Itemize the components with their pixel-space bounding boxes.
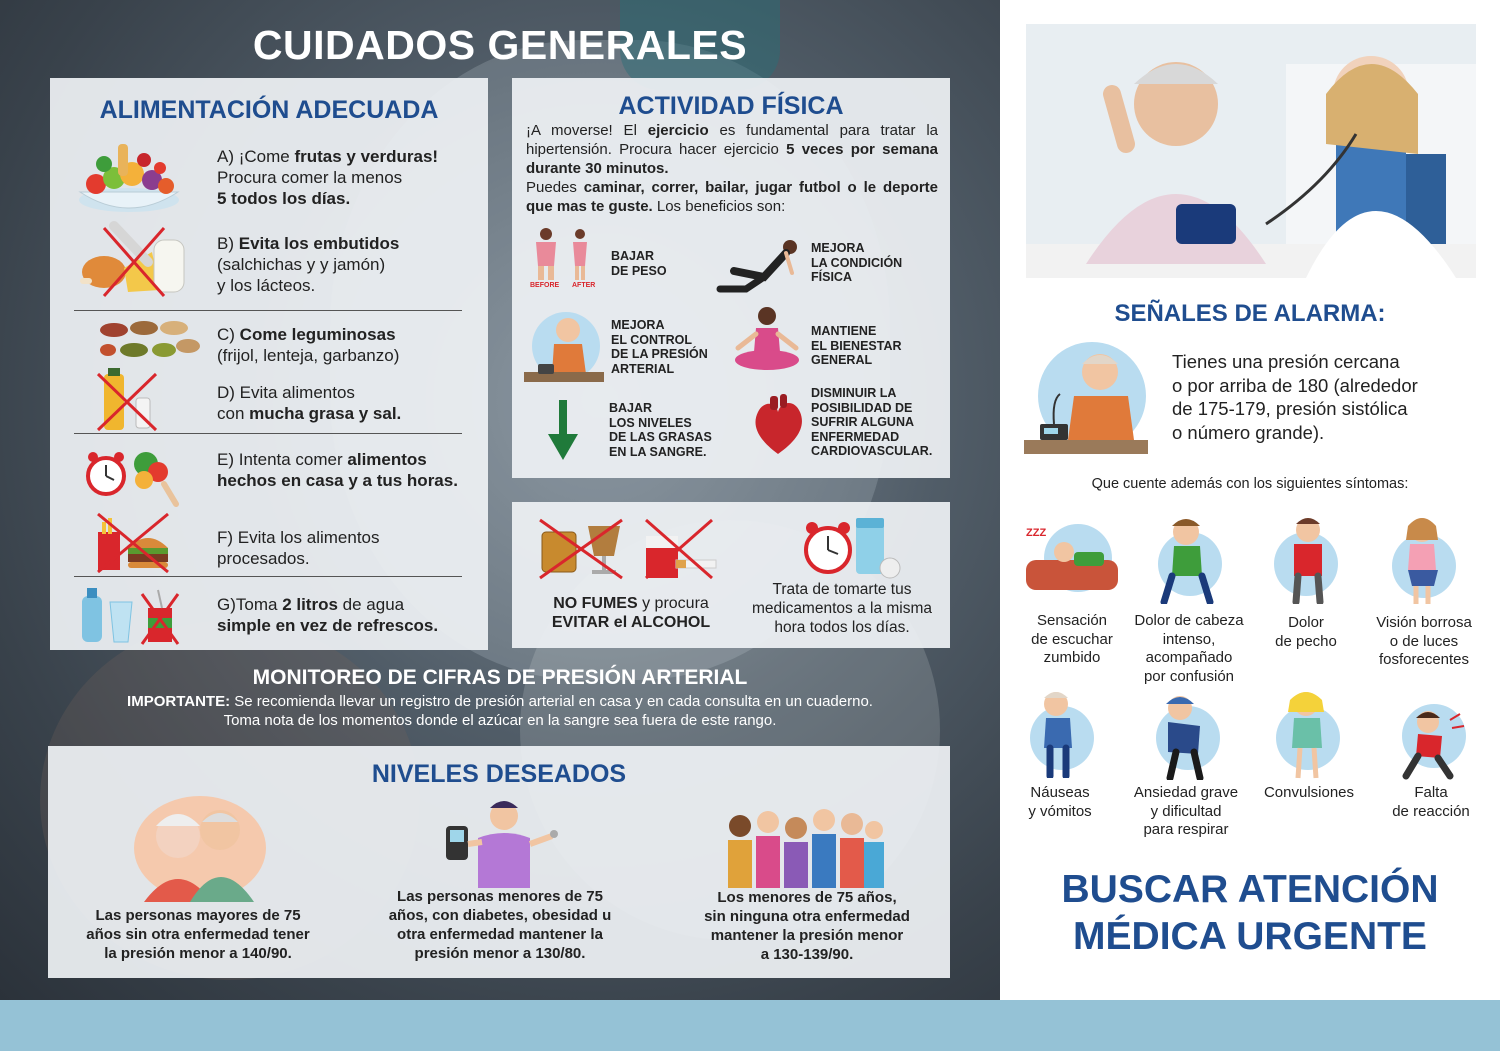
anxiety-icon (1150, 694, 1224, 785)
cigarette-crossed-icon (642, 516, 722, 585)
down-arrow-icon (548, 400, 578, 467)
sausage-milk-crossed-icon (74, 218, 194, 302)
monitor-text: IMPORTANTE: Se recomienda llevar un registro de presión arterial en casa y en cada consulta en un cuaderno. Toma nota de los momentos donde el azúcar en la sangre sea fuera de este rango. (127, 693, 873, 729)
symptom-no-reaction: Falta de reacción (1392, 784, 1470, 820)
no-smoke-text: NO FUMES y procura EVITAR el ALCOHOL (551, 595, 711, 631)
benefit-cardio: DISMINUIR LA POSIBILIDAD DE SUFRIR ALGUNA ENFERMEDAD CARDIOVASCULAR. (811, 386, 933, 458)
tinnitus-icon (1024, 522, 1120, 601)
alcohol-crossed-icon (538, 516, 628, 585)
food-item-f: F) Evita los alimentos procesados. (217, 528, 380, 568)
benefit-fat: BAJAR LOS NIVELES DE LAS GRASAS EN LA SANGRE. (609, 401, 712, 459)
old-man-bp-icon (524, 310, 604, 389)
symptom-blurred-vision: Visión borrosa o de luces fosforecentes (1376, 614, 1472, 668)
urgent-care-heading: BUSCAR ATENCIÓN MÉDICA URGENTE (1061, 868, 1439, 958)
elderly-couple-icon (120, 796, 270, 907)
monitor-title: MONITOREO DE CIFRAS DE PRESIÓN ARTERIAL (252, 666, 748, 689)
food-item-c: C) Come leguminosas (frijol, lenteja, garbanzo) (217, 325, 400, 365)
blurred-vision-icon (1388, 514, 1458, 611)
alarm-title: SEÑALES DE ALARMA: (1114, 300, 1386, 327)
medication-text: Trata de tomarte tus medicamentos a la misma hora todos los días. (751, 581, 933, 636)
level-diabetes-text: Las personas menores de 75 años, con diabetes, obesidad u otra enfermedad mantener la presión menor a 130/80. (388, 888, 612, 962)
food-card (50, 78, 488, 650)
main-title: CUIDADOS GENERALES (252, 22, 748, 68)
diabetes-person-icon (438, 798, 564, 893)
food-item-g: G)Toma 2 litros de agua simple en vez de refrescos. (217, 595, 439, 635)
heart-icon (750, 394, 806, 463)
svg-text:AFTER: AFTER (572, 282, 596, 288)
symptom-headache: Dolor de cabeza intenso, acompañado por confusión (1134, 612, 1244, 685)
stretching-woman-icon (716, 233, 802, 302)
svg-text:ZZZ: ZZZ (1026, 527, 1047, 539)
nausea-icon (1026, 688, 1096, 783)
food-item-e: E) Intenta comer alimentos hechos en casa y a tus horas. (217, 450, 458, 490)
water-crossed-soda-icon (78, 582, 198, 666)
benefit-weight: BAJAR DE PESO (611, 249, 667, 278)
food-title: ALIMENTACIÓN ADECUADA (99, 96, 439, 124)
old-man-bp-alarm-icon (1024, 340, 1148, 461)
convulsions-icon (1272, 688, 1342, 785)
svg-text:BEFORE: BEFORE (530, 282, 560, 288)
food-item-d: D) Evita alimentos con mucha grasa y sal. (217, 383, 402, 423)
symptom-tinnitus: Sensación de escuchar zumbido (1031, 612, 1113, 666)
symptom-nausea: Náuseas y vómitos (1028, 784, 1092, 820)
doctor-patient-photo (1026, 24, 1476, 278)
before-after-weight-icon (528, 226, 598, 293)
symptoms-intro: Que cuente además con los siguientes síntomas: (1091, 476, 1409, 492)
meditation-icon (730, 304, 804, 379)
no-reaction-icon (1398, 700, 1468, 785)
activity-intro: ¡A moverse! El ejercicio es fundamental para tratar la hipertensión. Procura hacer ejercicio 5 veces por semana durante 30 minutos. Puedes caminar, correr, bailar, jugar futbol o le deporte que mas te guste. Los beneficios son: (526, 122, 939, 215)
group-people-icon (724, 804, 884, 893)
alarm-text: Tienes una presión cercana o por arriba de 180 (alrededor de 175-179, presión sistólica o número grande). (1172, 351, 1418, 443)
benefit-wellbeing: MANTIENE EL BIENESTAR GENERAL (811, 324, 902, 367)
symptom-convulsions: Convulsiones (1263, 784, 1355, 801)
bottom-bar (0, 1000, 1500, 1051)
fruit-salad-icon (74, 134, 194, 218)
activity-title: ACTIVIDAD FÍSICA (618, 92, 844, 120)
symptom-chest-pain: Dolor de pecho (1275, 614, 1337, 650)
food-item-b: B) Evita los embutidos (salchichas y y jamón) y los lácteos. (217, 234, 400, 295)
food-item-a: A) ¡Come frutas y verduras! Procura comer la menos 5 todos los días. (217, 147, 439, 208)
benefit-condition: MEJORA LA CONDICIÓN FÍSICA (811, 241, 903, 284)
levels-title: NIVELES DESEADOS (371, 760, 627, 788)
chest-pain-icon (1272, 514, 1342, 609)
symptom-anxiety: Ansiedad grave y dificultad para respirar (1133, 784, 1239, 838)
activity-card (512, 78, 950, 478)
levels-card (48, 746, 950, 978)
smoke-alcohol-card (512, 502, 950, 648)
headache-icon (1150, 514, 1226, 609)
level-young-text: Los menores de 75 años, sin ninguna otra enfermedad mantener la presión menor a 130-139/90. (704, 889, 910, 963)
benefit-pressure: MEJORA EL CONTROL DE LA PRESIÓN ARTERIAL (611, 318, 708, 376)
level-elderly-text: Las personas mayores de 75 años sin otra enfermedad tener la presión menor a 140/90. (86, 907, 310, 962)
clock-pills-icon (800, 514, 910, 585)
